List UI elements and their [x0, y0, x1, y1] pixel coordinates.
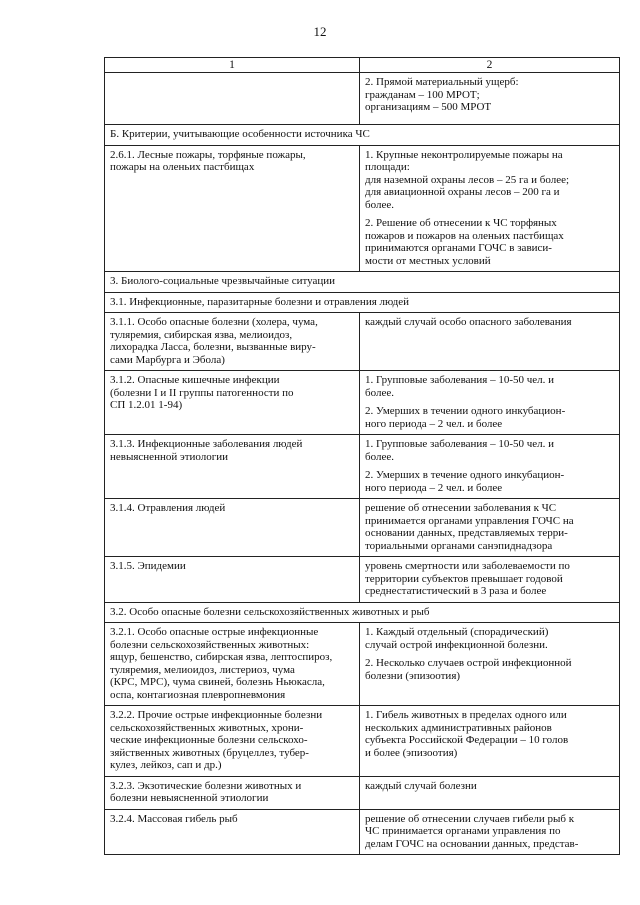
left-cell — [105, 371, 360, 435]
table-header-row — [105, 58, 620, 73]
table-row — [105, 371, 620, 435]
right-cell — [360, 809, 620, 855]
criteria-text: 2. Несколько случаев острой инфекционной болезни (эпизоотия) — [365, 657, 572, 682]
criteria-text: каждый случай особо опасного заболевания — [365, 316, 572, 328]
section-3-2-heading: 3.2. Особо опасные болезни сельскохозяйственных животных и рыб — [105, 602, 620, 623]
left-cell — [105, 73, 360, 125]
left-cell — [105, 499, 360, 557]
criteria-text: 1. Крупные неконтролируемые пожары на площади: для наземной охраны лесов – 25 га и более; для авиационной охраны лесов – 200 га и более. — [365, 148, 570, 211]
left-cell — [105, 557, 360, 603]
section-b-heading: Б. Критерии, учитывающие особенности источника ЧС — [105, 125, 620, 146]
section-3-heading: 3. Биолого-социальные чрезвычайные ситуации — [105, 272, 620, 293]
table-row — [105, 145, 620, 272]
left-cell — [105, 809, 360, 855]
right-cell — [360, 706, 620, 777]
left-cell — [105, 623, 360, 706]
item-text: 3.2.4. Массовая гибель рыб — [110, 812, 238, 825]
section-row — [105, 292, 620, 313]
item-text: 3.2.1. Особо опасные острые инфекционные болезни сельскохозяйственных животных: ящур, бешенство, сибирская язва, лептоспироз, туляремия, мелиоидоз, листериоз, чума (КРС, МРС), чума свиней, болезнь Ньюкасла, оспа, контагиозная плевропневмония — [110, 626, 333, 701]
table-row — [105, 499, 620, 557]
table-row — [105, 809, 620, 855]
right-cell — [360, 776, 620, 809]
right-cell — [360, 499, 620, 557]
table-row — [105, 557, 620, 603]
left-cell — [105, 435, 360, 499]
column-header-1: 1 — [105, 58, 360, 73]
section-row — [105, 272, 620, 293]
left-cell — [105, 145, 360, 272]
section-row — [105, 125, 620, 146]
criteria-text: решение об отнесении случаев гибели рыб к ЧС принимается органами управления по делам ГОЧС на основании данных, представ- — [365, 812, 579, 850]
left-cell — [105, 313, 360, 371]
criteria-text: 2. Прямой материальный ущерб: гражданам – 100 МРОТ; организациям – 500 МРОТ — [365, 76, 519, 113]
criteria-text: 2. Умерших в течение одного инкубацион- ного периода – 2 чел. и более — [365, 469, 565, 494]
criteria-table — [104, 57, 620, 855]
table-row — [105, 776, 620, 809]
right-cell — [360, 371, 620, 435]
section-row — [105, 602, 620, 623]
item-text: 2.6.1. Лесные пожары, торфяные пожары, пожары на оленьих пастбищах — [110, 148, 306, 173]
criteria-text: каждый случай болезни — [365, 779, 477, 792]
left-cell — [105, 706, 360, 777]
right-cell — [360, 313, 620, 371]
right-cell — [360, 145, 620, 272]
criteria-text: уровень смертности или заболеваемости по территории субъектов превышает годовой среднестатистический в 3 раза и более — [365, 560, 570, 597]
item-text: 3.2.2. Прочие острые инфекционные болезни сельскохозяйственных животных, хрони- ческие инфекционные болезни сельскохо- зяйственных животных (бруцеллез, тубер- кулез, лейкоз, сап и др.) — [110, 709, 323, 771]
table-row — [105, 435, 620, 499]
left-cell — [105, 776, 360, 809]
item-text: 3.1.5. Эпидемии — [110, 560, 186, 572]
item-text: 3.1.3. Инфекционные заболевания людей невыясненной этиологии — [110, 438, 303, 463]
right-cell — [360, 435, 620, 499]
item-text: 3.1.2. Опасные кишечные инфекции (болезни I и II группы патогенности по СП 1.2.01 1-94) — [110, 374, 294, 411]
table-row — [105, 623, 620, 706]
criteria-text: решение об отнесении заболевания к ЧС принимается органами управления ГОЧС на основании данных, представляемых терри- ториальными органами санэпиднадзора — [365, 502, 574, 552]
criteria-text: 1. Каждый отдельный (спорадический) случай острой инфекционной болезни. — [365, 626, 549, 651]
criteria-text: 2. Решение об отнесении к ЧС торфяных пожаров и пожаров на оленьих пастбищах принимаются органами ГОЧС в зависи- мости от местных условий — [365, 217, 564, 267]
criteria-text: 1. Групповые заболевания – 10-50 чел. и более. — [365, 438, 555, 463]
criteria-text: 2. Умерших в течении одного инкубацион- ного периода – 2 чел. и более — [365, 405, 566, 430]
item-text: 3.2.3. Экзотические болезни животных и болезни невыясненной этиологии — [110, 779, 302, 804]
table-row — [105, 313, 620, 371]
criteria-text: 1. Гибель животных в пределах одного или нескольких административных районов субъекта Российской Федерации – 10 голов и более (эпизоотия) — [365, 709, 569, 759]
column-header-2: 2 — [360, 58, 620, 73]
right-cell — [360, 557, 620, 603]
table-row — [105, 73, 620, 125]
item-text: 3.1.1. Особо опасные болезни (холера, чума, туляремия, сибирская язва, мелиоидоз, лихорадка Ласса, болезни, вызванные виру- сами Марбурга и Эбола) — [110, 316, 318, 366]
section-3-1-heading: 3.1. Инфекционные, паразитарные болезни и отравления людей — [105, 292, 620, 313]
right-cell — [360, 623, 620, 706]
criteria-text: 1. Групповые заболевания – 10-50 чел. и более. — [365, 374, 555, 399]
item-text: 3.1.4. Отравления людей — [110, 502, 226, 514]
page-number: 12 — [313, 24, 327, 39]
right-cell — [360, 73, 620, 125]
table-row — [105, 706, 620, 777]
